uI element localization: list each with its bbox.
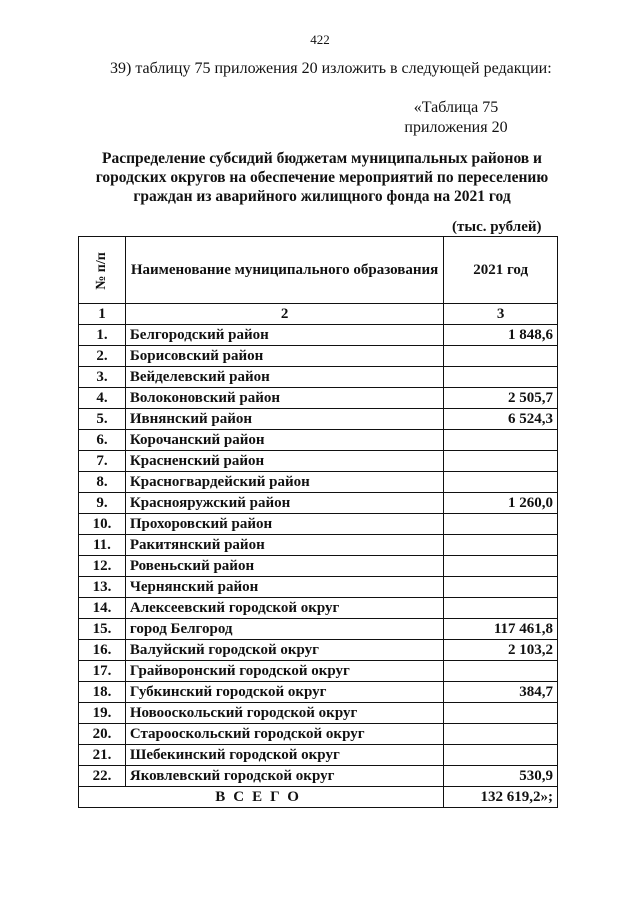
table-row [79, 430, 558, 451]
instruction-text: 39) таблицу 75 приложения 20 изложить в следующей редакции: [110, 60, 552, 77]
row-name: Ивнянский район [125, 409, 443, 430]
row-value: 117 461,8 [444, 619, 558, 640]
table-row [79, 325, 558, 346]
header-number-text: № п/п [93, 251, 109, 290]
row-value [444, 451, 558, 472]
row-value [444, 430, 558, 451]
row-value [444, 661, 558, 682]
units-label: (тыс. рублей) [452, 219, 542, 235]
row-name: Алексеевский городской округ [125, 598, 443, 619]
header-number [79, 237, 126, 304]
row-name: Красногвардейский район [125, 472, 443, 493]
row-number: 19. [79, 703, 126, 724]
row-name: Старооскольский городской округ [125, 724, 443, 745]
row-value [444, 346, 558, 367]
header-name: Наименование муниципального образования [125, 237, 443, 304]
row-number: 3. [79, 367, 126, 388]
table-row [79, 388, 558, 409]
row-name: Вейделевский район [125, 367, 443, 388]
row-name: Борисовский район [125, 346, 443, 367]
table-header-row [79, 237, 558, 304]
table-row [79, 598, 558, 619]
table-row [79, 472, 558, 493]
table-row [79, 451, 558, 472]
row-number: 8. [79, 472, 126, 493]
row-number: 10. [79, 514, 126, 535]
row-number: 18. [79, 682, 126, 703]
table-row [79, 346, 558, 367]
table-row [79, 640, 558, 661]
row-number: 15. [79, 619, 126, 640]
row-name: Краснояружский район [125, 493, 443, 514]
row-name: город Белгород [125, 619, 443, 640]
row-value [444, 535, 558, 556]
table-row [79, 682, 558, 703]
table-row [79, 409, 558, 430]
table-reference [400, 98, 512, 138]
table-row [79, 661, 558, 682]
row-name: Новооскольский городской округ [125, 703, 443, 724]
row-number: 21. [79, 745, 126, 766]
column-number-3: 3 [444, 304, 558, 325]
table-row [79, 724, 558, 745]
row-name: Чернянский район [125, 577, 443, 598]
column-number-2: 2 [125, 304, 443, 325]
row-value [444, 556, 558, 577]
row-number: 6. [79, 430, 126, 451]
total-row [79, 787, 558, 808]
row-number: 11. [79, 535, 126, 556]
row-name: Шебекинский городской округ [125, 745, 443, 766]
row-value: 6 524,3 [444, 409, 558, 430]
table-row [79, 619, 558, 640]
row-name: Прохоровский район [125, 514, 443, 535]
row-name: Ракитянский район [125, 535, 443, 556]
row-number: 14. [79, 598, 126, 619]
row-number: 5. [79, 409, 126, 430]
row-name: Волоконовский район [125, 388, 443, 409]
row-name: Губкинский городской округ [125, 682, 443, 703]
row-name: Валуйский городской округ [125, 640, 443, 661]
table-ref-line-2: приложения 20 [404, 119, 508, 136]
row-value: 530,9 [444, 766, 558, 787]
row-value: 1 848,6 [444, 325, 558, 346]
row-number: 17. [79, 661, 126, 682]
table-row [79, 514, 558, 535]
row-value [444, 367, 558, 388]
row-number: 20. [79, 724, 126, 745]
row-value [444, 745, 558, 766]
row-name: Грайворонский городской округ [125, 661, 443, 682]
header-year: 2021 год [444, 237, 558, 304]
row-name: Корочанский район [125, 430, 443, 451]
row-value: 2 505,7 [444, 388, 558, 409]
table-row [79, 745, 558, 766]
total-value: 132 619,2»; [444, 787, 558, 808]
page-number: 422 [310, 32, 330, 47]
row-value: 1 260,0 [444, 493, 558, 514]
row-value [444, 598, 558, 619]
column-number-1: 1 [79, 304, 126, 325]
table-row [79, 766, 558, 787]
row-number: 16. [79, 640, 126, 661]
row-number: 22. [79, 766, 126, 787]
row-value [444, 472, 558, 493]
row-name: Ровеньский район [125, 556, 443, 577]
row-number: 2. [79, 346, 126, 367]
row-value [444, 724, 558, 745]
row-value: 384,7 [444, 682, 558, 703]
subsidy-table [78, 236, 558, 808]
row-name: Красненский район [125, 451, 443, 472]
row-value [444, 703, 558, 724]
row-number: 12. [79, 556, 126, 577]
row-name: Белгородский район [125, 325, 443, 346]
row-number: 9. [79, 493, 126, 514]
row-number: 7. [79, 451, 126, 472]
table-row [79, 367, 558, 388]
row-value: 2 103,2 [444, 640, 558, 661]
row-number: 13. [79, 577, 126, 598]
table-row [79, 535, 558, 556]
table-row [79, 493, 558, 514]
row-name: Яковлевский городской округ [125, 766, 443, 787]
row-number: 4. [79, 388, 126, 409]
table-row [79, 703, 558, 724]
row-value [444, 514, 558, 535]
table-row [79, 577, 558, 598]
column-numbers-row [79, 304, 558, 325]
table-row [79, 556, 558, 577]
table-ref-line-1: «Таблица 75 [413, 99, 499, 116]
document-title: Распределение субсидий бюджетам муниципальных районов и городских округов на обеспечение мероприятий по переселению граждан из аварийного жилищного фонда на 2021 год [95, 150, 549, 205]
row-value [444, 577, 558, 598]
row-number: 1. [79, 325, 126, 346]
total-label: ВСЕГО [79, 787, 444, 808]
